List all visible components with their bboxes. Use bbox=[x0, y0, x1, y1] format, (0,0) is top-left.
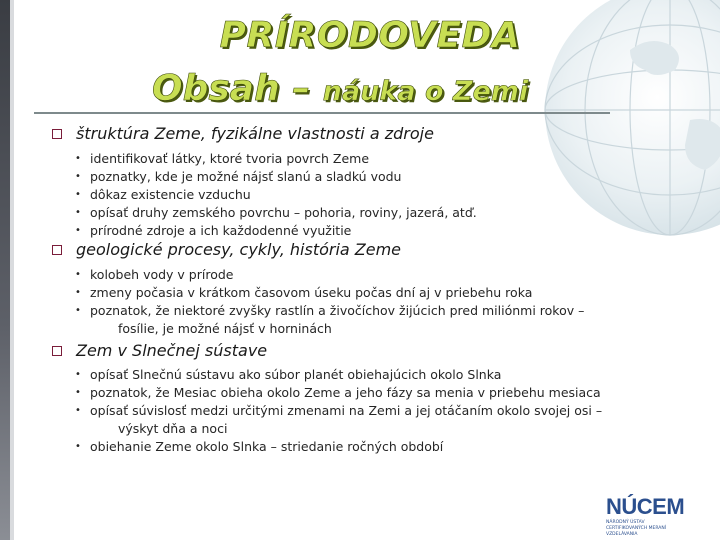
title-main: Obsah – bbox=[152, 68, 323, 109]
list-item-text: poznatok, že niektoré zvyšky rastlín a živočíchov žijúcich pred miliónmi rokov – bbox=[90, 303, 585, 318]
title-line-2 bbox=[152, 68, 528, 109]
list-item: • poznatky, kde je možné nájsť slanú a sladkú vodu bbox=[73, 168, 477, 186]
list-item: • opísať Slnečnú sústavu ako súbor planét obiehajúcich okolo Slnka bbox=[73, 366, 602, 384]
section-list-geology bbox=[73, 266, 584, 338]
list-item: • opísať druhy zemského povrchu – pohoria, roviny, jazerá, atď. bbox=[73, 204, 477, 222]
title-sub: náuka o Zemi bbox=[322, 76, 529, 107]
list-item: • prírodné zdroje a ich každodenné využitie bbox=[73, 222, 477, 240]
list-item: • poznatok, že Mesiac obieha okolo Zeme a jeho fázy sa menia v priebehu mesiaca bbox=[73, 384, 602, 402]
list-item bbox=[73, 402, 602, 438]
list-item: • kolobeh vody v prírode bbox=[73, 266, 584, 284]
section-heading-text: geologické procesy, cykly, história Zeme bbox=[76, 240, 402, 259]
title-line-1: PRÍRODOVEDA bbox=[219, 15, 521, 56]
list-item-continuation: fosílie, je možné nájsť v horninách bbox=[118, 321, 332, 336]
section-heading-solar bbox=[52, 341, 267, 360]
section-list-solar bbox=[73, 366, 602, 456]
title-divider bbox=[34, 112, 610, 114]
list-item: • identifikovať látky, ktoré tvoria povrch Zeme bbox=[73, 150, 477, 168]
left-stripe-light bbox=[10, 0, 14, 540]
nucem-logo bbox=[606, 496, 686, 538]
section-list-structure bbox=[73, 150, 477, 240]
logo-wordmark: NÚCEM bbox=[606, 494, 685, 519]
square-bullet-icon bbox=[52, 346, 62, 356]
list-item: • dôkaz existencie vzduchu bbox=[73, 186, 477, 204]
square-bullet-icon bbox=[52, 245, 62, 255]
left-stripe bbox=[0, 0, 10, 540]
section-heading-geology bbox=[52, 240, 401, 259]
section-heading-text: štruktúra Zeme, fyzikálne vlastnosti a zdroje bbox=[76, 124, 434, 143]
list-item-continuation: výskyt dňa a noci bbox=[118, 421, 228, 436]
logo-subtitle: NÁRODNÝ ÚSTAV CERTIFIKOVANÝCH MERANÍ VZDELÁVANIA bbox=[606, 520, 667, 537]
globe-decoration bbox=[520, 0, 720, 280]
list-item-text: opísať súvislosť medzi určitými zmenami na Zemi a jej otáčaním okolo svojej osi – bbox=[90, 403, 603, 418]
section-heading-text: Zem v Slnečnej sústave bbox=[76, 341, 268, 360]
section-heading-structure bbox=[52, 124, 434, 143]
square-bullet-icon bbox=[52, 129, 62, 139]
list-item: • zmeny počasia v krátkom časovom úseku počas dní aj v priebehu roka bbox=[73, 284, 584, 302]
list-item: • obiehanie Zeme okolo Slnka – striedanie ročných období bbox=[73, 438, 602, 456]
list-item bbox=[73, 302, 584, 338]
